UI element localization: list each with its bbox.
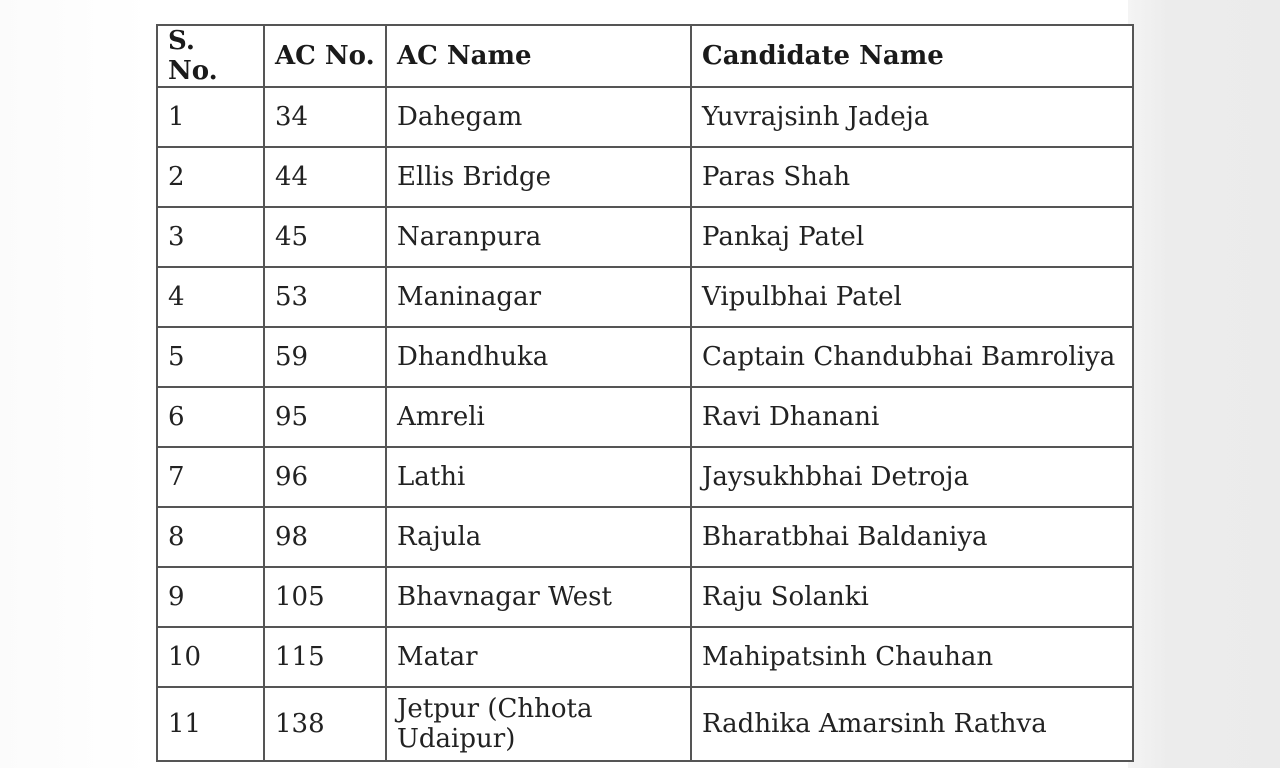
cell-ac-no: 53 <box>264 267 386 327</box>
cell-candidate-name: Pankaj Patel <box>691 207 1133 267</box>
cell-ac-name: Bhavnagar West <box>386 567 691 627</box>
page-edge-shadow <box>1128 0 1280 768</box>
cell-candidate-name: Mahipatsinh Chauhan <box>691 627 1133 687</box>
cell-s-no: 3 <box>157 207 264 267</box>
cell-ac-no: 44 <box>264 147 386 207</box>
cell-s-no: 10 <box>157 627 264 687</box>
cell-ac-name: Matar <box>386 627 691 687</box>
cell-ac-no: 59 <box>264 327 386 387</box>
cell-ac-name: Ellis Bridge <box>386 147 691 207</box>
cell-s-no: 6 <box>157 387 264 447</box>
cell-ac-name: Naranpura <box>386 207 691 267</box>
candidate-table <box>156 24 1134 762</box>
cell-ac-no: 115 <box>264 627 386 687</box>
cell-ac-name: Amreli <box>386 387 691 447</box>
cell-candidate-name: Vipulbhai Patel <box>691 267 1133 327</box>
header-ac-no: AC No. <box>264 25 386 87</box>
cell-ac-no: 95 <box>264 387 386 447</box>
cell-ac-no: 138 <box>264 687 386 761</box>
cell-s-no: 1 <box>157 87 264 147</box>
page-margin <box>0 0 150 768</box>
cell-s-no: 9 <box>157 567 264 627</box>
header-s-no: S. No. <box>157 25 264 87</box>
cell-ac-name: Rajula <box>386 507 691 567</box>
cell-ac-name: Dahegam <box>386 87 691 147</box>
table-row <box>157 147 1133 207</box>
table-row <box>157 87 1133 147</box>
cell-ac-name: Dhandhuka <box>386 327 691 387</box>
table-row <box>157 507 1133 567</box>
cell-candidate-name: Ravi Dhanani <box>691 387 1133 447</box>
table-row <box>157 567 1133 627</box>
cell-ac-name: Jetpur (Chhota Udaipur) <box>386 687 691 761</box>
cell-candidate-name: Yuvrajsinh Jadeja <box>691 87 1133 147</box>
cell-ac-no: 96 <box>264 447 386 507</box>
table-row <box>157 687 1133 761</box>
cell-candidate-name: Captain Chandubhai Bamroliya <box>691 327 1133 387</box>
cell-ac-no: 34 <box>264 87 386 147</box>
cell-s-no: 7 <box>157 447 264 507</box>
table-row <box>157 207 1133 267</box>
cell-ac-no: 105 <box>264 567 386 627</box>
cell-ac-no: 98 <box>264 507 386 567</box>
cell-s-no: 5 <box>157 327 264 387</box>
cell-candidate-name: Radhika Amarsinh Rathva <box>691 687 1133 761</box>
cell-ac-name: Lathi <box>386 447 691 507</box>
cell-candidate-name: Jaysukhbhai Detroja <box>691 447 1133 507</box>
table-row <box>157 387 1133 447</box>
cell-candidate-name: Paras Shah <box>691 147 1133 207</box>
header-row <box>157 25 1133 87</box>
cell-s-no: 4 <box>157 267 264 327</box>
cell-s-no: 2 <box>157 147 264 207</box>
header-candidate-name: Candidate Name <box>691 25 1133 87</box>
cell-candidate-name: Bharatbhai Baldaniya <box>691 507 1133 567</box>
cell-s-no: 11 <box>157 687 264 761</box>
table-row <box>157 327 1133 387</box>
cell-s-no: 8 <box>157 507 264 567</box>
cell-ac-name: Maninagar <box>386 267 691 327</box>
cell-ac-no: 45 <box>264 207 386 267</box>
table-row <box>157 447 1133 507</box>
table-row <box>157 267 1133 327</box>
cell-candidate-name: Raju Solanki <box>691 567 1133 627</box>
table-row <box>157 627 1133 687</box>
header-ac-name: AC Name <box>386 25 691 87</box>
